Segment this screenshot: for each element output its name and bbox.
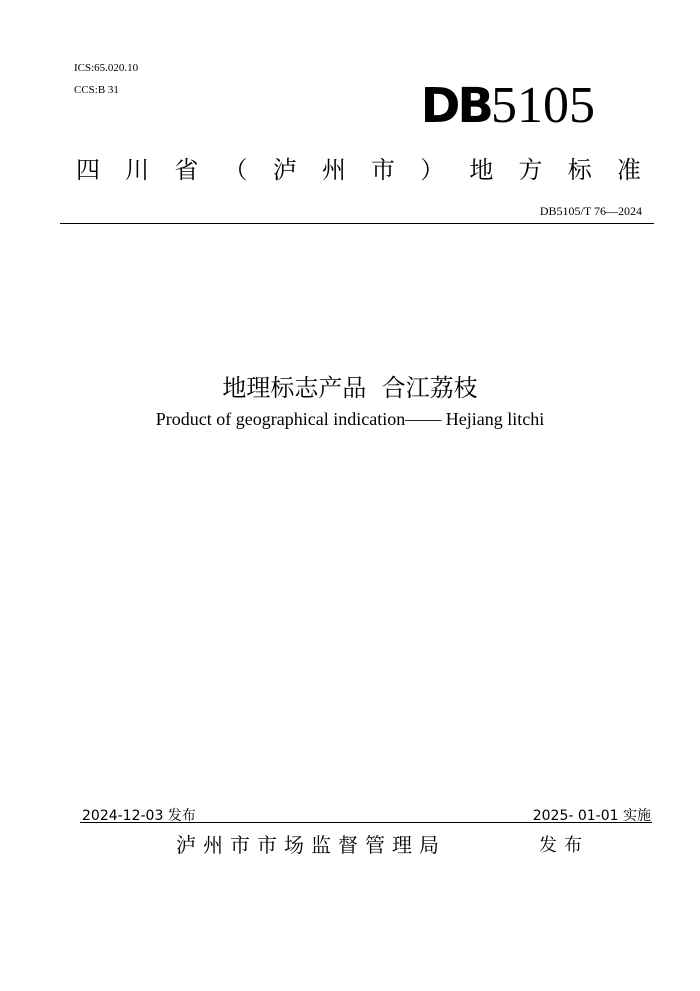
top-divider xyxy=(60,223,654,224)
heading-char: 泸 xyxy=(272,156,297,184)
bottom-divider xyxy=(80,822,652,823)
heading-char: 方 xyxy=(518,156,543,184)
heading-char: 地 xyxy=(469,156,494,184)
logo-letters: DB xyxy=(420,78,491,134)
heading-char: 市 xyxy=(371,156,396,184)
issue-date: 2024-12-03 发布 xyxy=(82,808,196,824)
logo-number: 5105 xyxy=(491,77,595,134)
standard-code: DB5105/T 76—2024 xyxy=(539,204,642,218)
heading-char: 川 xyxy=(125,156,150,184)
issuing-authority: 泸州市市场监督管理局 xyxy=(176,833,446,857)
heading-char: 州 xyxy=(321,156,346,184)
ccs-code: CCS:B 31 xyxy=(74,84,119,96)
implementation-date: 2025- 01-01 实施 xyxy=(532,808,651,824)
publish-label: 发布 xyxy=(539,835,589,856)
heading-char: 标 xyxy=(567,156,592,184)
heading-char: （ xyxy=(223,156,248,184)
heading-char: 省 xyxy=(174,156,199,184)
ics-code: ICS:65.020.10 xyxy=(74,62,139,74)
heading-char: 准 xyxy=(616,156,641,184)
document-title-chinese: 地理标志产品 合江荔枝 xyxy=(222,374,478,402)
heading-char: 四 xyxy=(76,156,100,184)
standard-type-heading xyxy=(76,150,641,185)
db-logo xyxy=(420,77,595,134)
heading-char: ） xyxy=(420,156,445,184)
document-title-english: Product of geographical indication—— Hejiang litchi xyxy=(155,409,545,429)
